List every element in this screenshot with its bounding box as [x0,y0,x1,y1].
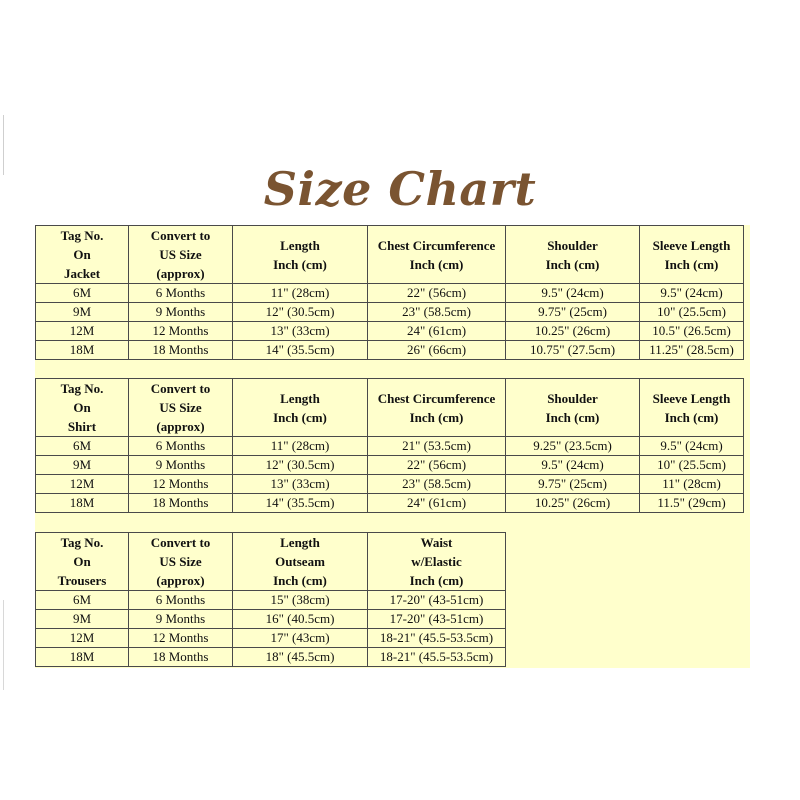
table-cell: 6M [36,591,129,610]
table-cell: 23" (58.5cm) [368,303,506,322]
table-cell: 18" (45.5cm) [233,648,368,667]
table-cell: 11.5" (29cm) [640,494,744,513]
table-row [36,494,744,513]
table-row [36,475,744,494]
column-header [368,379,506,437]
table-cell: 12M [36,475,129,494]
column-header [506,379,640,437]
table-cell: 10" (25.5cm) [640,456,744,475]
table-cell: 24" (61cm) [368,494,506,513]
table-header-row [36,533,506,591]
column-header-line: Length [280,237,320,253]
table-row [36,629,506,648]
table-cell: 14" (35.5cm) [233,341,368,360]
table-cell: 9.5" (24cm) [640,437,744,456]
table-cell: 11" (28cm) [233,284,368,303]
table-cell: 18M [36,341,129,360]
left-edge-line-lower [3,600,4,690]
table-cell: 13" (33cm) [233,475,368,494]
table-cell: 12 Months [129,629,233,648]
table-cell: 10.5" (26.5cm) [640,322,744,341]
table-row [36,284,744,303]
table-cell: 18M [36,494,129,513]
column-header-line: w/Elastic [411,554,462,569]
column-header-line: (approx) [156,419,205,434]
page-title: Size Chart [263,162,537,216]
table-cell: 6 Months [129,591,233,610]
trousers-size-table [35,532,506,667]
table-row [36,341,744,360]
table-cell: 6M [36,284,129,303]
column-header-line: Length [280,390,320,406]
table-cell: 18M [36,648,129,667]
table-cell: 9 Months [129,303,233,322]
column-header-line: Shoulder [547,237,598,253]
table-cell: 12" (30.5cm) [233,303,368,322]
column-header-line: Tag No. [60,535,104,550]
table-cell: 9.75" (25cm) [506,475,640,494]
column-header-line: Convert to [150,228,211,243]
table-cell: 17" (43cm) [233,629,368,648]
table-cell: 9.5" (24cm) [640,284,744,303]
table-cell: 10.75" (27.5cm) [506,341,640,360]
table-row [36,303,744,322]
column-header-line: US Size [159,554,202,569]
table-cell: 17-20" (43-51cm) [368,591,506,610]
table-cell: 18 Months [129,648,233,667]
table-cell: 11" (28cm) [233,437,368,456]
column-header-line: On [73,554,91,569]
table-cell: 9M [36,456,129,475]
table-cell: 12 Months [129,475,233,494]
column-header [36,379,129,437]
table-cell: 14" (35.5cm) [233,494,368,513]
table-cell: 10.25" (26cm) [506,322,640,341]
column-header-line: Inch (cm) [545,256,600,272]
table-row [36,648,506,667]
table-cell: 18-21" (45.5-53.5cm) [368,648,506,667]
table-cell: 24" (61cm) [368,322,506,341]
column-header-line: Tag No. [60,228,104,243]
table-header-row [36,226,744,284]
column-header-line: Tag No. [60,381,104,396]
shirt-size-table [35,378,744,513]
column-header-line: (approx) [156,573,205,588]
column-header-line: Inch (cm) [409,409,464,425]
column-header-line: Chest Circumference [377,237,496,253]
table-cell: 16" (40.5cm) [233,610,368,629]
column-header-line: Shoulder [547,390,598,406]
column-header-line: Waist [420,535,453,550]
column-header-line: Inch (cm) [273,409,327,425]
column-header-line: On [73,400,91,415]
table-cell: 9 Months [129,610,233,629]
column-header [640,379,744,437]
column-header [36,226,129,284]
table-cell: 22" (56cm) [368,456,506,475]
column-header-line: Sleeve Length [652,237,731,253]
column-header-line: Shirt [67,419,97,434]
table-cell: 26" (66cm) [368,341,506,360]
column-header-line: Convert to [150,381,211,396]
table-cell: 10.25" (26cm) [506,494,640,513]
table-cell: 12" (30.5cm) [233,456,368,475]
column-header [233,533,368,591]
table-row [36,591,506,610]
column-header [129,533,233,591]
column-header-line: Length [280,535,320,550]
table-cell: 9.25" (23.5cm) [506,437,640,456]
table-cell: 15" (38cm) [233,591,368,610]
table-cell: 18-21" (45.5-53.5cm) [368,629,506,648]
column-header-line: Inch (cm) [273,256,327,272]
table-cell: 12M [36,629,129,648]
column-header [640,226,744,284]
table-cell: 11" (28cm) [640,475,744,494]
table-cell: 9.5" (24cm) [506,456,640,475]
table-cell: 22" (56cm) [368,284,506,303]
column-header-line: Outseam [275,554,325,569]
column-header-line: Chest Circumference [377,390,496,406]
column-header [506,226,640,284]
column-header-line: Inch (cm) [664,409,719,425]
table-cell: 6 Months [129,284,233,303]
column-header-line: Inch (cm) [273,573,327,588]
column-header-line: Inch (cm) [409,256,464,272]
column-header-line: Jacket [63,266,101,281]
column-header [233,226,368,284]
table-cell: 21" (53.5cm) [368,437,506,456]
table-row [36,322,744,341]
column-header-line: (approx) [156,266,205,281]
column-header [129,226,233,284]
table-row [36,437,744,456]
table-cell: 9.75" (25cm) [506,303,640,322]
column-header-line: Trousers [57,573,107,588]
column-header [368,226,506,284]
column-header-line: Inch (cm) [409,573,464,588]
table-cell: 6 Months [129,437,233,456]
table-cell: 9 Months [129,456,233,475]
table-cell: 12M [36,322,129,341]
column-header-line: Inch (cm) [545,409,600,425]
column-header [233,379,368,437]
table-cell: 9M [36,303,129,322]
column-header-line: On [73,247,91,262]
jacket-size-table [35,225,744,360]
table-cell: 6M [36,437,129,456]
table-cell: 12 Months [129,322,233,341]
column-header-line: Inch (cm) [664,256,719,272]
table-cell: 9.5" (24cm) [506,284,640,303]
table-cell: 18 Months [129,494,233,513]
table-cell: 11.25" (28.5cm) [640,341,744,360]
table-cell: 10" (25.5cm) [640,303,744,322]
table-cell: 13" (33cm) [233,322,368,341]
table-cell: 23" (58.5cm) [368,475,506,494]
column-header-line: Convert to [150,535,211,550]
table-cell: 17-20" (43-51cm) [368,610,506,629]
table-cell: 9M [36,610,129,629]
table-header-row [36,379,744,437]
column-header [36,533,129,591]
column-header [368,533,506,591]
table-cell: 18 Months [129,341,233,360]
column-header-line: US Size [159,400,202,415]
column-header-line: Sleeve Length [652,390,731,406]
column-header-line: US Size [159,247,202,262]
table-row [36,456,744,475]
column-header [129,379,233,437]
table-row [36,610,506,629]
